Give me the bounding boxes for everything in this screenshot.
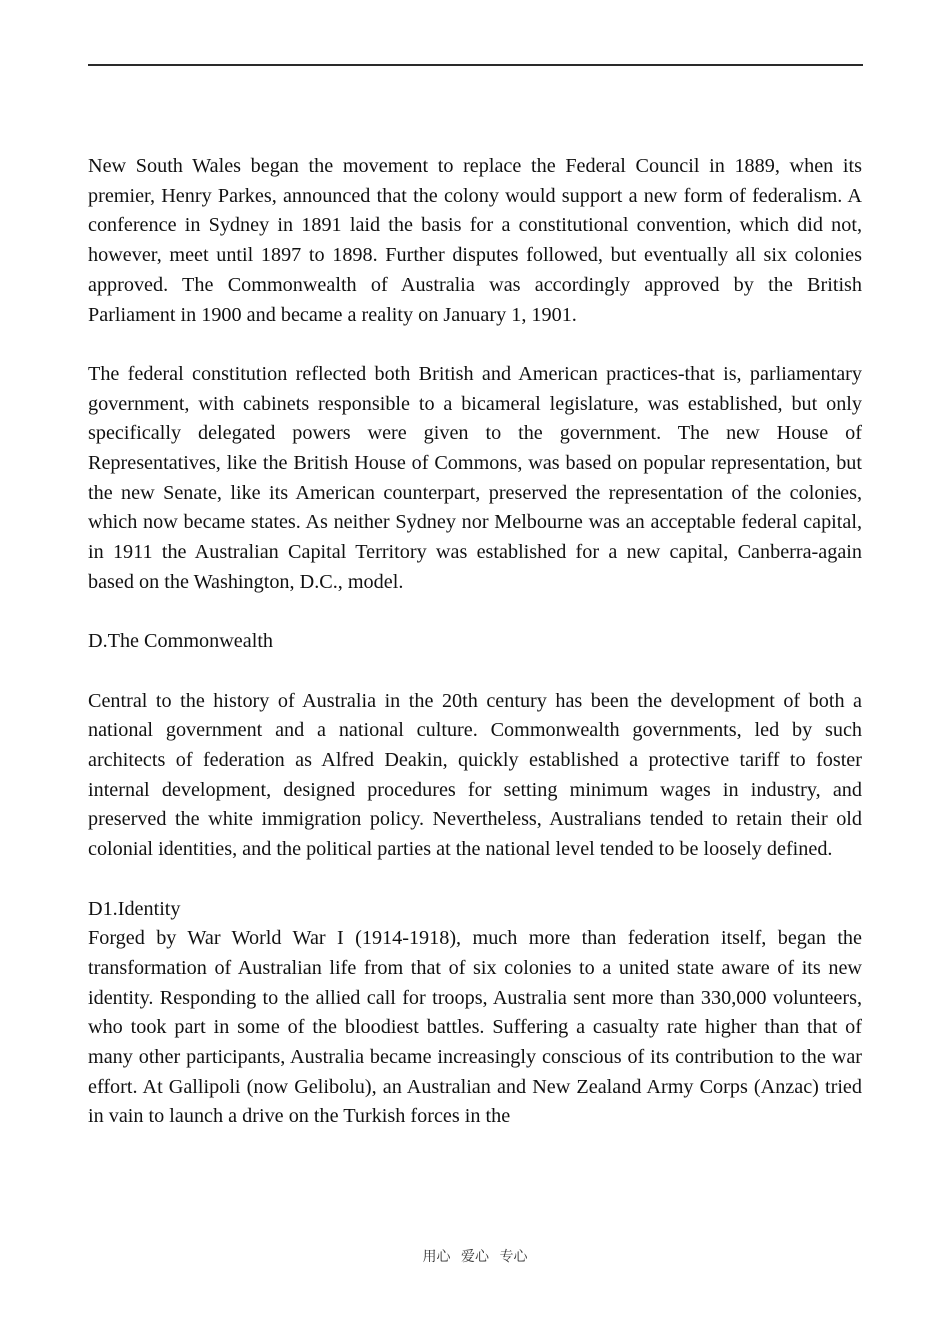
- document-body: [88, 152, 862, 1132]
- paragraph-constitution: The federal constitution reflected both British and American practices-that is, parliamentary government, with cabinets responsible to a bicameral legislature, was established, but only specifically delegated powers were given to the government. The new House of Representatives, like the British House of Commons, was based on popular representation, but the new Senate, like its American counterpart, preserved the representation of the colonies, which now became states. As neither Sydney nor Melbourne was an acceptable federal capital, in 1911 the Australian Capital Territory was established for a new capital, Canberra-again based on the Washington, D.C., model.: [88, 362, 862, 593]
- paragraph-gap: [88, 598, 862, 628]
- paragraph-federation: New South Wales began the movement to replace the Federal Council in 1889, when its premier, Henry Parkes, announced that the colony would support a new form of federalism. A conference in Sydney in 1891 laid the basis for a constitutional convention, which did not, however, meet until 1897 to 1898. Further disputes followed, but eventually all six colonies approved. The Commonwealth of Australia was accordingly approved by the British Parliament in 1900 and became a reality on January 1, 1901.: [88, 155, 862, 326]
- paragraph-commonwealth: Central to the history of Australia in the 20th century has been the development of both a national government and a national culture. Commonwealth governments, led by such architects of federation as Alfred Deakin, quickly established a protective tariff to foster internal development, designed procedures for setting minimum wages in industry, and preserved the white immigration policy. Nevertheless, Australians tended to retain their old colonial identities, and the political parties at the national level tended to be loosely defined.: [88, 689, 862, 861]
- section-heading-identity: D1.Identity: [88, 897, 181, 920]
- page-footer: 用心 爱心 专心: [422, 1249, 528, 1265]
- section-heading-commonwealth: D.The Commonwealth: [88, 630, 274, 653]
- paragraph-gap: [88, 657, 862, 687]
- paragraph-identity: Forged by War World War I (1914-1918), much more than federation itself, began the transformation of Australian life from that of six colonies to a united state aware of its new identity. Responding to the allied call for troops, Australia sent more than 330,000 volunteers, who took part in some of the bloodiest battles. Suffering a casualty rate higher than that of many other participants, Australia became increasingly conscious of its contribution to the war effort. At Gallipoli (now Gelibolu), an Australian and New Zealand Army Corps (Anzac) tried in vain to launch a drive on the Turkish forces in the: [88, 927, 862, 1128]
- paragraph-gap: [88, 330, 862, 360]
- header-rule: [88, 64, 863, 66]
- paragraph-gap: [88, 865, 862, 895]
